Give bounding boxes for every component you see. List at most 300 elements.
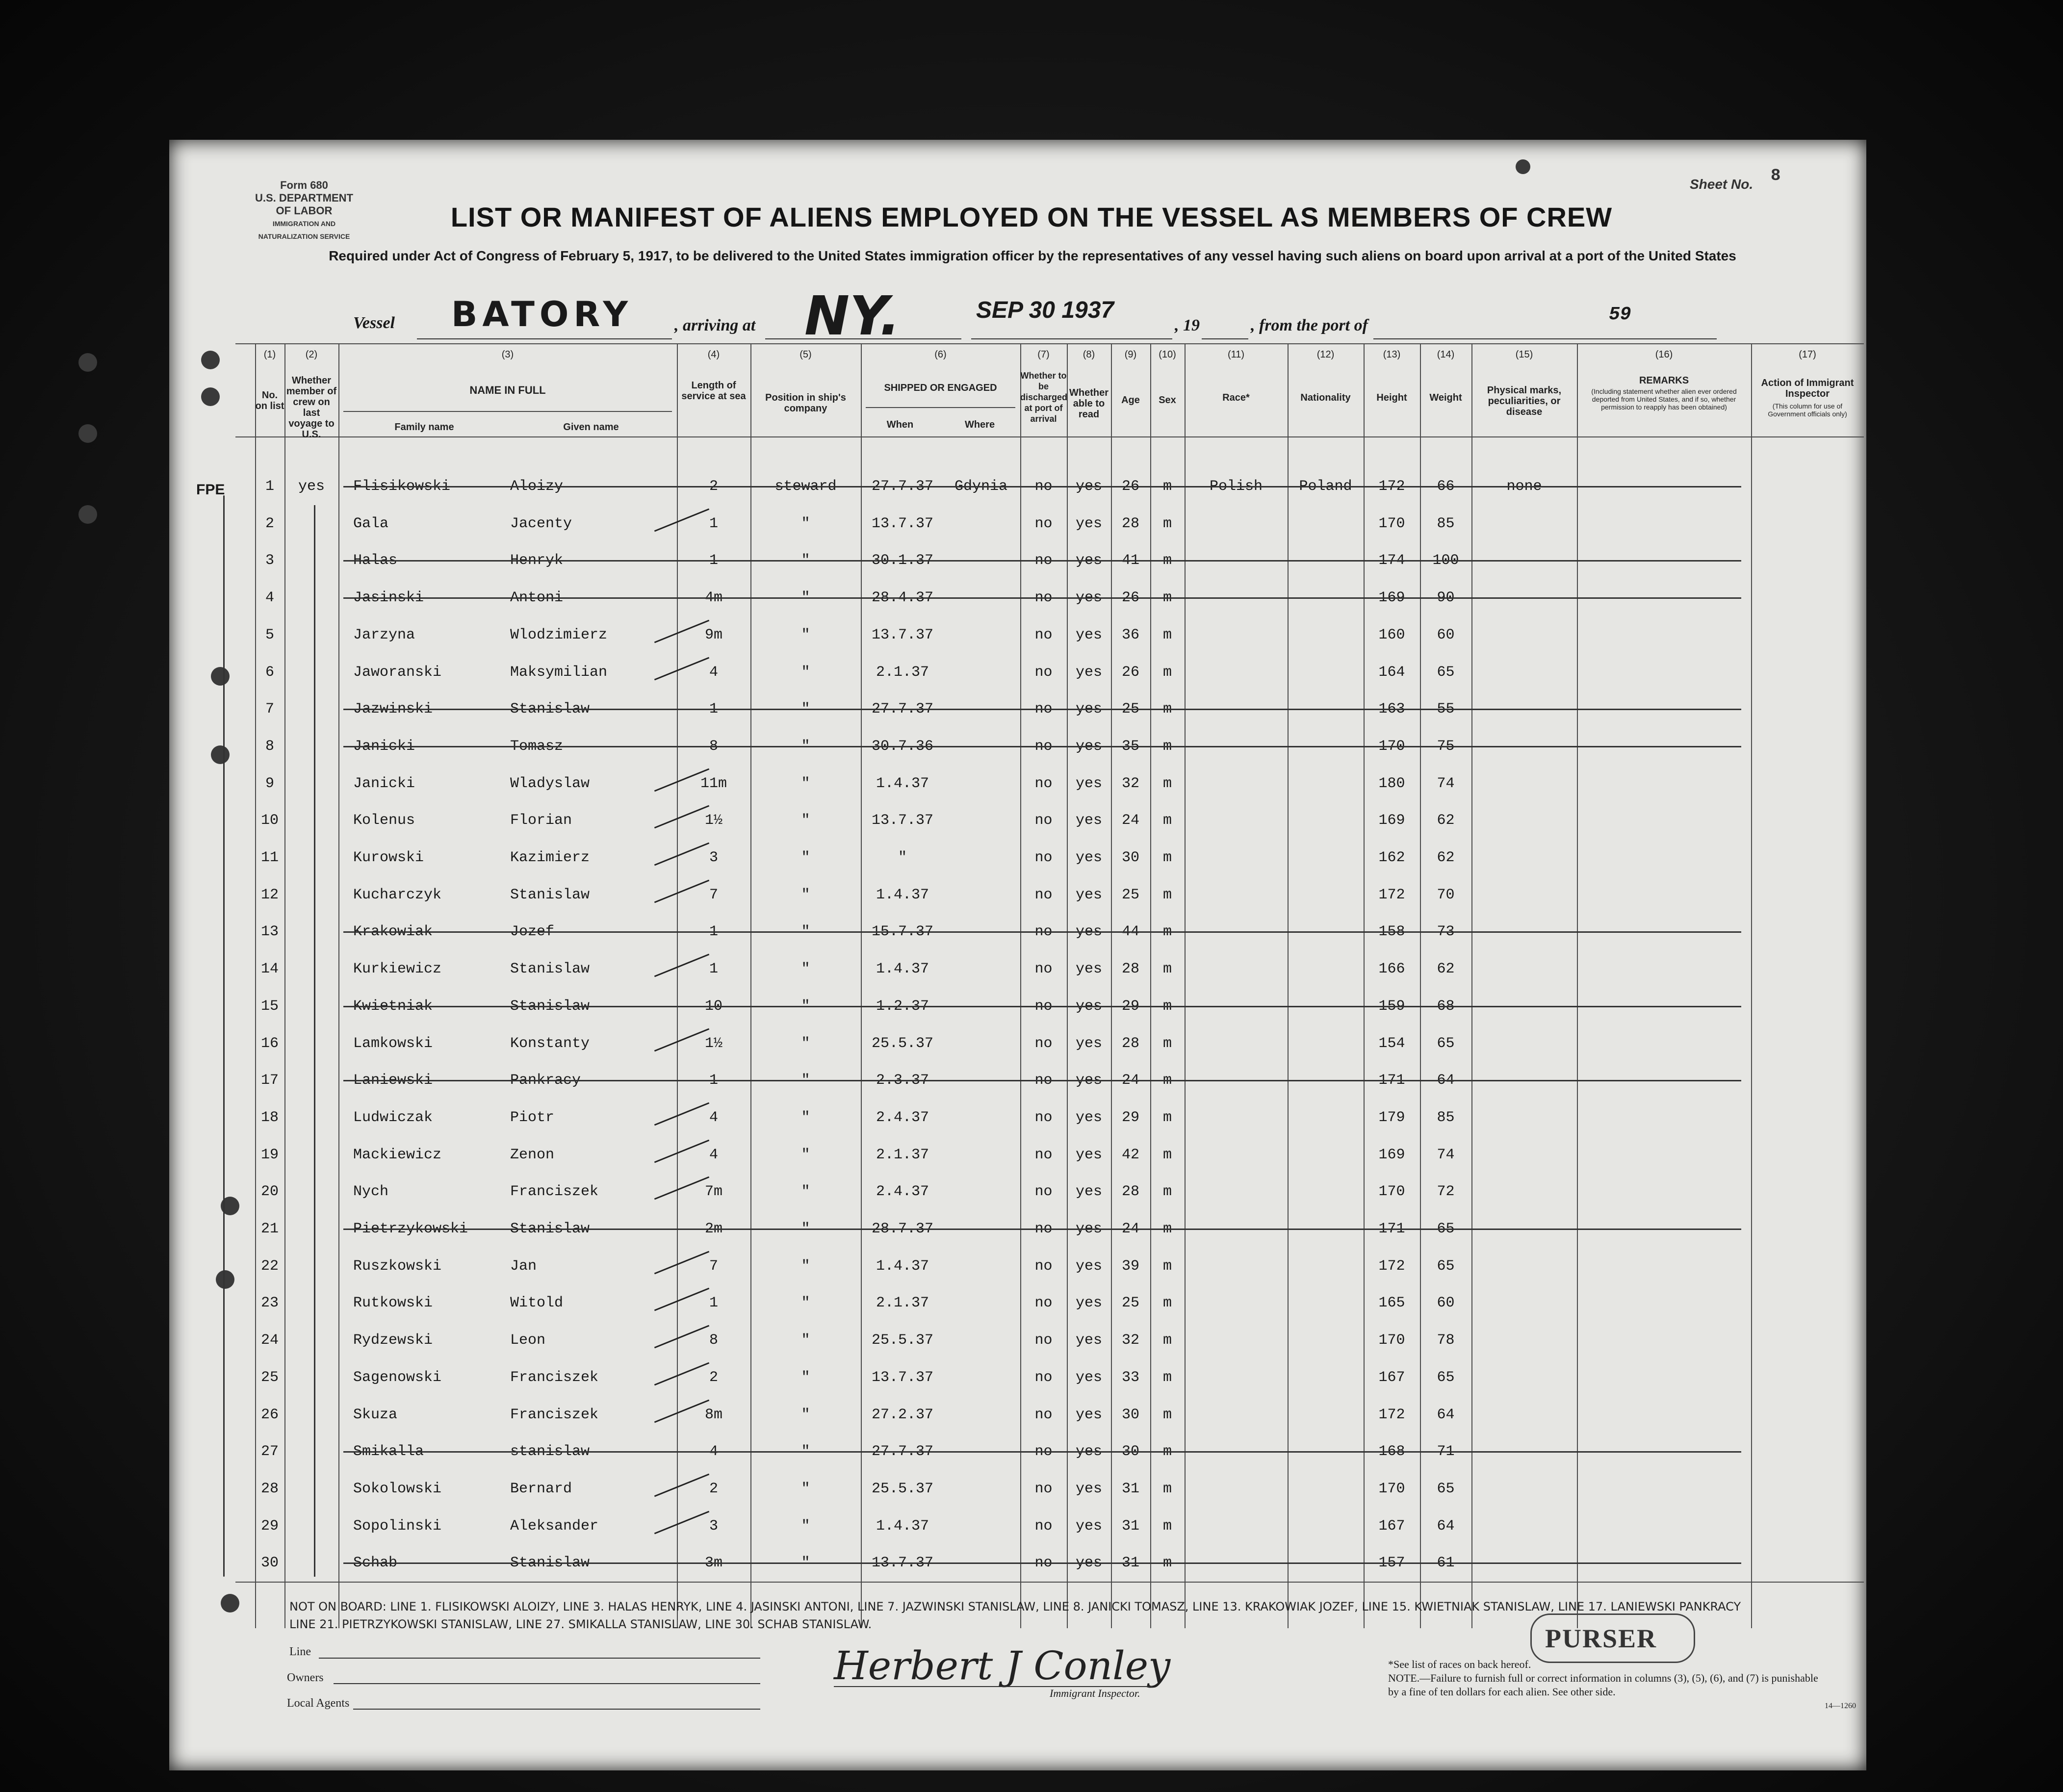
cell-when: 13.7.37 xyxy=(871,812,934,829)
cell-age: 41 xyxy=(1121,552,1139,569)
cell-sex: m xyxy=(1162,589,1172,607)
binder-hole xyxy=(78,424,97,443)
cell-position: steward xyxy=(774,478,837,495)
cell-given: Jozef xyxy=(510,923,555,941)
col-header-read: Whether able to read xyxy=(1069,387,1109,420)
col-header-prev-voyage: Whether member of crew on last voyage to U.S. xyxy=(286,375,337,440)
cell-height: 170 xyxy=(1378,1183,1405,1201)
cell-position: " xyxy=(801,1295,810,1312)
cell-weight: 71 xyxy=(1437,1443,1455,1460)
cell-when: 1.4.37 xyxy=(876,1517,929,1535)
form-code: 14—1260 xyxy=(1825,1702,1856,1710)
column-number: (3) xyxy=(501,349,514,360)
cell-service: 7m xyxy=(704,1183,722,1201)
cell-family: Kolenus xyxy=(353,812,415,829)
table-row xyxy=(0,1518,2063,1554)
cell-position: " xyxy=(801,998,810,1015)
cell-height: 172 xyxy=(1378,478,1405,495)
cell-when: 1.4.37 xyxy=(876,886,929,903)
cell-when: 2.4.37 xyxy=(876,1109,929,1126)
cell-height: 165 xyxy=(1378,1295,1405,1312)
table-row xyxy=(0,1035,2063,1072)
cell-discharged: no xyxy=(1034,1517,1053,1535)
cell-position: " xyxy=(801,1109,810,1126)
cell-given: Maksymilian xyxy=(510,664,608,681)
cell-weight: 65 xyxy=(1437,1257,1455,1275)
cell-height: 169 xyxy=(1378,812,1405,829)
cell-discharged: no xyxy=(1034,775,1053,792)
cell-when: 2.3.37 xyxy=(876,1072,929,1089)
cell-given: Kazimierz xyxy=(510,849,590,866)
cell-service: 7 xyxy=(709,886,718,903)
cell-sex: m xyxy=(1162,552,1172,569)
cell-read: yes xyxy=(1075,775,1102,792)
cell-when: 13.7.37 xyxy=(871,626,934,643)
cell-no: 1 xyxy=(265,478,274,495)
cell-discharged: no xyxy=(1034,626,1053,643)
cell-given: Franciszek xyxy=(510,1406,599,1423)
table-row xyxy=(0,775,2063,812)
table-row xyxy=(0,478,2063,514)
cell-weight: 100 xyxy=(1432,552,1459,569)
cell-weight: 62 xyxy=(1437,812,1455,829)
cell-given: Stanislaw xyxy=(510,1555,590,1572)
cell-age: 26 xyxy=(1121,664,1139,681)
cell-height: 170 xyxy=(1378,515,1405,532)
cell-weight: 75 xyxy=(1437,738,1455,755)
cell-height: 154 xyxy=(1378,1035,1405,1052)
cell-when: 2.1.37 xyxy=(876,1146,929,1163)
col-header-weight: Weight xyxy=(1429,392,1462,403)
cell-when: 1.4.37 xyxy=(876,775,929,792)
cell-age: 30 xyxy=(1121,1406,1139,1423)
cell-age: 30 xyxy=(1121,1443,1139,1460)
cell-when: 13.7.37 xyxy=(871,1555,934,1572)
shipped-subrule xyxy=(866,407,1015,408)
cell-no: 14 xyxy=(260,961,279,978)
table-row xyxy=(0,1369,2063,1406)
cell-height: 168 xyxy=(1378,1443,1405,1460)
cell-position: " xyxy=(801,738,810,755)
arrival-underline xyxy=(765,338,961,339)
cell-discharged: no xyxy=(1034,1146,1053,1163)
cell-age: 33 xyxy=(1121,1369,1139,1386)
column-number: (10) xyxy=(1159,349,1176,360)
cell-service: 10 xyxy=(704,998,722,1015)
cell-weight: 78 xyxy=(1437,1332,1455,1349)
cell-given: Wlodzimierz xyxy=(510,626,608,643)
cell-no: 7 xyxy=(265,701,274,718)
cell-family: Jarzyna xyxy=(353,626,415,643)
table-row xyxy=(0,552,2063,589)
binder-hole xyxy=(201,351,220,369)
cell-sex: m xyxy=(1162,849,1172,866)
column-number: (7) xyxy=(1037,349,1050,360)
cell-age: 30 xyxy=(1121,849,1139,866)
strike-through-line xyxy=(343,1006,1741,1007)
cell-when: 30.1.37 xyxy=(871,552,934,569)
cell-sex: m xyxy=(1162,1183,1172,1201)
cell-weight: 60 xyxy=(1437,1295,1455,1312)
cell-position: " xyxy=(801,1146,810,1163)
cell-family: Pietrzykowski xyxy=(353,1221,468,1237)
cell-position: " xyxy=(801,515,810,532)
cell-service: 4 xyxy=(709,1146,718,1163)
cell-when: " xyxy=(898,849,907,866)
cell-sex: m xyxy=(1162,701,1172,718)
cell-read: yes xyxy=(1075,1332,1102,1349)
cell-discharged: no xyxy=(1034,886,1053,903)
owners-label: Owners xyxy=(287,1671,324,1684)
strike-through-line xyxy=(343,709,1741,710)
cell-service: 3 xyxy=(709,849,718,866)
cell-read: yes xyxy=(1075,1035,1102,1052)
table-row xyxy=(0,1332,2063,1368)
cell-age: 29 xyxy=(1121,998,1139,1015)
table-header-rule xyxy=(235,436,1864,437)
arrival-port: NY. xyxy=(804,284,901,347)
cell-weight: 62 xyxy=(1437,849,1455,866)
cell-read: yes xyxy=(1075,1257,1102,1275)
fine-note: NOTE.—Failure to furnish full or correct information in columns (3), (5), (6), and (7) is punishable by a fine of ten dollars for each alien. See other side. xyxy=(1388,1672,1818,1698)
cell-no: 19 xyxy=(260,1146,279,1163)
cell-height: 180 xyxy=(1378,775,1405,792)
stamped-date: SEP 30 1937 xyxy=(976,297,1114,323)
cell-prev: yes xyxy=(298,478,325,495)
cell-sex: m xyxy=(1162,626,1172,643)
cell-height: 163 xyxy=(1378,701,1405,718)
column-number: (12) xyxy=(1316,349,1335,360)
cell-height: 162 xyxy=(1378,849,1405,866)
cell-family: Smikalla xyxy=(353,1443,424,1460)
cell-family: Ludwiczak xyxy=(353,1109,433,1126)
cell-no: 16 xyxy=(260,1035,279,1052)
cell-when: 27.7.37 xyxy=(871,1443,934,1460)
column-number: (15) xyxy=(1515,349,1533,360)
cell-weight: 65 xyxy=(1437,1480,1455,1497)
cell-height: 171 xyxy=(1378,1221,1405,1237)
cell-when: 1.4.37 xyxy=(876,961,929,978)
cell-age: 29 xyxy=(1121,1109,1139,1126)
strike-through-line xyxy=(343,1080,1741,1081)
cell-height: 172 xyxy=(1378,1406,1405,1423)
cell-position: " xyxy=(801,775,810,792)
cell-family: Halas xyxy=(353,552,398,569)
cell-position: " xyxy=(801,1369,810,1386)
cell-sex: m xyxy=(1162,998,1172,1015)
arriving-label: , arriving at xyxy=(674,316,756,334)
cell-read: yes xyxy=(1075,886,1102,903)
cell-no: 29 xyxy=(260,1517,279,1535)
cell-no: 28 xyxy=(260,1480,279,1497)
cell-family: Skuza xyxy=(353,1406,398,1423)
cell-given: Leon xyxy=(510,1332,546,1349)
cell-family: Rydzewski xyxy=(353,1332,433,1349)
cell-family: Nych xyxy=(353,1183,389,1201)
col-header-service: Length of service at sea xyxy=(681,380,746,402)
cell-age: 35 xyxy=(1121,738,1139,755)
cell-service: 2 xyxy=(709,1480,718,1497)
cell-service: 2m xyxy=(704,1221,722,1237)
cell-family: Rutkowski xyxy=(353,1295,433,1312)
cell-sex: m xyxy=(1162,886,1172,903)
immigrant-inspector-label: Immigrant Inspector. xyxy=(1050,1687,1140,1699)
cell-discharged: no xyxy=(1034,515,1053,532)
cell-service: 1 xyxy=(709,1072,718,1089)
cell-age: 26 xyxy=(1121,589,1139,607)
col-header-nationality: Nationality xyxy=(1300,392,1351,403)
cell-age: 28 xyxy=(1121,1183,1139,1201)
cell-no: 20 xyxy=(260,1183,279,1201)
cell-position: " xyxy=(801,1257,810,1275)
col-header-where: Where xyxy=(964,419,995,430)
cell-family: Kurowski xyxy=(353,849,424,866)
cell-where: Gdynia xyxy=(954,478,1008,495)
cell-age: 24 xyxy=(1121,1221,1139,1237)
date-underline xyxy=(971,338,1172,339)
column-number: (17) xyxy=(1799,349,1816,360)
cell-height: 160 xyxy=(1378,626,1405,643)
cell-read: yes xyxy=(1075,1221,1102,1237)
cell-discharged: no xyxy=(1034,664,1053,681)
cell-height: 170 xyxy=(1378,1480,1405,1497)
table-row xyxy=(0,849,2063,886)
cell-family: Mackiewicz xyxy=(353,1146,442,1163)
cell-sex: m xyxy=(1162,738,1172,755)
cell-given: Wladyslaw xyxy=(510,775,590,792)
cell-family: Laniewski xyxy=(353,1072,433,1089)
cell-position: " xyxy=(801,1221,810,1237)
cell-age: 44 xyxy=(1121,923,1139,941)
cell-position: " xyxy=(801,1406,810,1423)
cell-given: Stanislaw xyxy=(510,998,590,1015)
cell-when: 1.2.37 xyxy=(876,998,929,1015)
cell-weight: 65 xyxy=(1437,1035,1455,1052)
races-footnote: *See list of races on back hereof. xyxy=(1388,1658,1531,1670)
cell-read: yes xyxy=(1075,1295,1102,1312)
cell-read: yes xyxy=(1075,515,1102,532)
cell-service: 2 xyxy=(709,1369,718,1386)
cell-read: yes xyxy=(1075,738,1102,755)
cell-no: 8 xyxy=(265,738,274,755)
column-number: (4) xyxy=(707,349,720,360)
cell-read: yes xyxy=(1075,1406,1102,1423)
cell-height: 166 xyxy=(1378,961,1405,978)
sheet-number: 8 xyxy=(1771,167,1781,185)
cell-when: 2.1.37 xyxy=(876,664,929,681)
cell-sex: m xyxy=(1162,515,1172,532)
cell-family: Lamkowski xyxy=(353,1035,433,1052)
cell-discharged: no xyxy=(1034,849,1053,866)
table-row xyxy=(0,1109,2063,1146)
cell-height: 167 xyxy=(1378,1369,1405,1386)
cell-given: Florian xyxy=(510,812,572,829)
cell-no: 27 xyxy=(260,1443,279,1460)
local-agents-label: Local Agents xyxy=(287,1697,350,1710)
cell-read: yes xyxy=(1075,1183,1102,1201)
cell-family: Jaworanski xyxy=(353,664,442,681)
cell-sex: m xyxy=(1162,1295,1172,1312)
from-port-value: 59 xyxy=(1609,304,1631,325)
footnote xyxy=(1388,1658,1830,1699)
cell-family: Sokolowski xyxy=(353,1480,442,1497)
cell-no: 15 xyxy=(260,998,279,1015)
not-on-board-line1: NOT ON BOARD: LINE 1. FLISIKOWSKI ALOIZY, LINE 3. HALAS HENRYK, LINE 4. JASINSKI ANTONI, LINE 7. JAZWINSKI STANISLAW, LINE 8. JANICKI TOMASZ, LINE 13. KRAKOWIAK JOZEF, LINE 15. KWIETNIAK STANISLAW, LINE 17. LANIEWSKI PANKRACY xyxy=(289,1600,1741,1613)
strike-through-line xyxy=(343,931,1741,933)
cell-sex: m xyxy=(1162,775,1172,792)
cell-position: " xyxy=(801,1480,810,1497)
cell-read: yes xyxy=(1075,1369,1102,1386)
fpe-mark: FPE xyxy=(196,482,225,498)
cell-read: yes xyxy=(1075,812,1102,829)
cell-discharged: no xyxy=(1034,1369,1053,1386)
cell-discharged: no xyxy=(1034,478,1053,495)
cell-weight: 70 xyxy=(1437,886,1455,903)
cell-read: yes xyxy=(1075,1109,1102,1126)
cell-discharged: no xyxy=(1034,1035,1053,1052)
table-row xyxy=(0,923,2063,960)
cell-height: 169 xyxy=(1378,589,1405,607)
table-row xyxy=(0,1555,2063,1591)
cell-read: yes xyxy=(1075,923,1102,941)
cell-weight: 65 xyxy=(1437,664,1455,681)
cell-nationality: Poland xyxy=(1299,478,1352,495)
cell-given: Franciszek xyxy=(510,1183,599,1201)
cell-service: 3m xyxy=(704,1555,722,1572)
cell-weight: 90 xyxy=(1437,589,1455,607)
col-header-race: Race* xyxy=(1222,392,1250,403)
table-row xyxy=(0,515,2063,552)
cell-read: yes xyxy=(1075,478,1102,495)
cell-service: 4 xyxy=(709,1443,718,1460)
binder-hole xyxy=(1516,159,1530,174)
vessel-label: Vessel xyxy=(353,314,395,332)
cell-no: 2 xyxy=(265,515,274,532)
cell-read: yes xyxy=(1075,961,1102,978)
cell-discharged: no xyxy=(1034,589,1053,607)
cell-height: 169 xyxy=(1378,1146,1405,1163)
vessel-name: BATORY xyxy=(451,294,633,334)
cell-no: 21 xyxy=(260,1221,279,1237)
cell-no: 6 xyxy=(265,664,274,681)
table-row xyxy=(0,664,2063,700)
strike-through-line xyxy=(343,597,1741,599)
col-header-discharged: Whether to be discharged at port of arrival xyxy=(1020,371,1068,424)
cell-age: 25 xyxy=(1121,886,1139,903)
cell-age: 24 xyxy=(1121,812,1139,829)
cell-position: " xyxy=(801,1072,810,1089)
cell-given: Tomasz xyxy=(510,738,564,755)
binder-hole xyxy=(221,1594,239,1613)
col-header-name: NAME IN FULL xyxy=(469,384,546,396)
cell-given: stanislaw xyxy=(510,1443,590,1460)
column-number: (5) xyxy=(799,349,812,360)
cell-discharged: no xyxy=(1034,1257,1053,1275)
column-number: (6) xyxy=(934,349,947,360)
cell-sex: m xyxy=(1162,1257,1172,1275)
cell-discharged: no xyxy=(1034,1109,1053,1126)
cell-service: 1 xyxy=(709,1295,718,1312)
cell-weight: 64 xyxy=(1437,1517,1455,1535)
cell-family: Sagenowski xyxy=(353,1369,442,1386)
cell-discharged: no xyxy=(1034,998,1053,1015)
binder-hole xyxy=(201,387,220,406)
cell-service: 8m xyxy=(704,1406,722,1423)
cell-family: Kucharczyk xyxy=(353,886,442,903)
cell-no: 5 xyxy=(265,626,274,643)
cell-position: " xyxy=(801,1517,810,1535)
cell-family: Janicki xyxy=(353,775,415,792)
cell-read: yes xyxy=(1075,1443,1102,1460)
cell-no: 26 xyxy=(260,1406,279,1423)
cell-family: Janicki xyxy=(353,738,415,755)
table-row xyxy=(0,1443,2063,1480)
cell-weight: 60 xyxy=(1437,626,1455,643)
cell-sex: m xyxy=(1162,1035,1172,1052)
strike-through-line xyxy=(343,746,1741,747)
cell-no: 9 xyxy=(265,775,274,792)
cell-no: 12 xyxy=(260,886,279,903)
cell-family: Schab xyxy=(353,1555,398,1572)
from-port-label: , from the port of xyxy=(1251,316,1368,334)
document-subtitle: Required under Act of Congress of February 5, 1917, to be delivered to the United States immigration officer by the representatives of any vessel having such aliens on board upon arrival at a port of the United States xyxy=(329,248,1736,263)
cell-sex: m xyxy=(1162,664,1172,681)
cell-age: 25 xyxy=(1121,701,1139,718)
cell-given: Stanislaw xyxy=(510,701,590,718)
cell-service: 1 xyxy=(709,923,718,941)
cell-height: 172 xyxy=(1378,1257,1405,1275)
cell-family: Kurkiewicz xyxy=(353,961,442,978)
table-row xyxy=(0,1295,2063,1331)
inspector-signature: Herbert J Conley xyxy=(834,1643,1171,1689)
cell-position: " xyxy=(801,701,810,718)
name-subrule xyxy=(343,411,672,412)
col-header-physical-marks: Physical marks, peculiarities, or disease xyxy=(1487,385,1562,417)
column-number: (8) xyxy=(1083,349,1095,360)
cell-height: 171 xyxy=(1378,1072,1405,1089)
cell-family: Jasinski xyxy=(353,589,424,607)
cell-when: 30.7.36 xyxy=(871,738,934,755)
cell-when: 2.4.37 xyxy=(876,1183,929,1201)
cell-given: Jacenty xyxy=(510,515,572,532)
table-row xyxy=(0,738,2063,774)
cell-sex: m xyxy=(1162,1406,1172,1423)
cell-position: " xyxy=(801,1035,810,1052)
cell-weight: 55 xyxy=(1437,701,1455,718)
purser-label: PURSER xyxy=(1545,1624,1657,1653)
cell-service: 4 xyxy=(709,664,718,681)
cell-position: " xyxy=(801,961,810,978)
line-label: Line xyxy=(289,1645,311,1658)
strike-through-line xyxy=(343,560,1741,562)
cell-age: 31 xyxy=(1121,1555,1139,1572)
cell-age: 25 xyxy=(1121,1295,1139,1312)
cell-weight: 65 xyxy=(1437,1369,1455,1386)
col-header-inspector: Action of Immigrant Inspector xyxy=(1761,378,1854,399)
cell-given: Antoni xyxy=(510,589,564,607)
cell-discharged: no xyxy=(1034,701,1053,718)
column-number: (13) xyxy=(1383,349,1401,360)
cell-discharged: no xyxy=(1034,738,1053,755)
cell-service: 1 xyxy=(709,515,718,532)
cell-given: Stanislaw xyxy=(510,961,590,978)
col-header-no: No. on list xyxy=(255,390,284,411)
col-header-shipped: SHIPPED OR ENGAGED xyxy=(884,383,997,393)
table-row xyxy=(0,1072,2063,1108)
year-underline xyxy=(1202,338,1248,339)
cell-sex: m xyxy=(1162,923,1172,941)
cell-given: Aleksander xyxy=(510,1517,599,1535)
